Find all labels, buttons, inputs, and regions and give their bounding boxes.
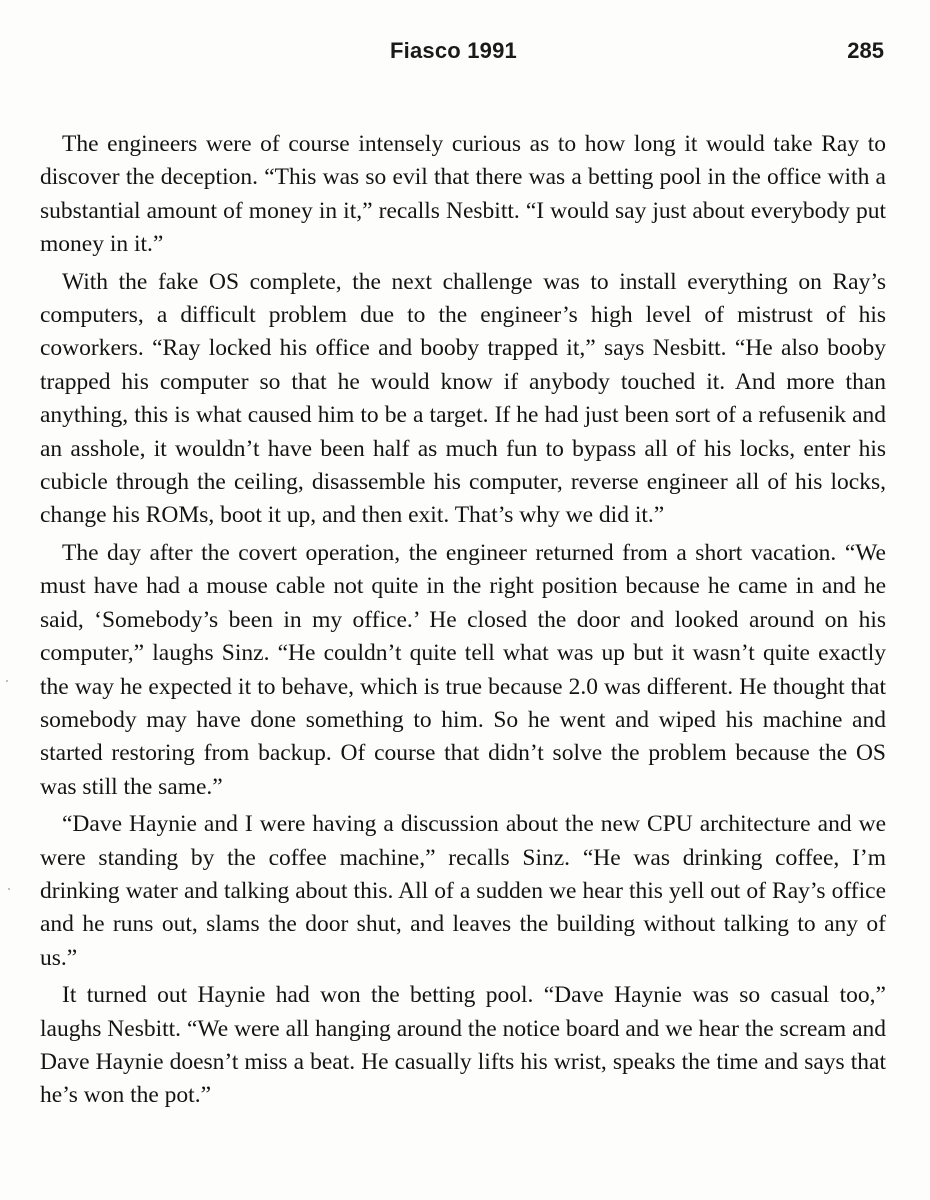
paragraph: It turned out Haynie had won the betting pool. “Dave Haynie was so casual too,” laughs Nesbitt. “We were all hanging around the notice board and we hear the scream and Dave Haynie doesn’t miss a beat. He casually lifts his wrist, speaks the time and says that he’s won the pot.”: [40, 982, 886, 1109]
scan-speck: [8, 888, 10, 890]
running-head: [390, 34, 884, 70]
body-text: [40, 128, 886, 1117]
paragraph: The day after the covert operation, the engineer returned from a short vacation. “We must have had a mouse cable not quite in the right position because he came in and he said, ‘Somebody’s been in my office.’ He closed the door and looked around on his computer,” laughs Sinz. “He couldn’t quite tell what was up but it wasn’t quite exactly the way he expected it to behave, which is true because 2.0 was different. He thought that somebody may have done something to him. So he went and wiped his machine and started restoring from backup. Of course that didn’t solve the problem because the OS was still the same.”: [40, 539, 886, 800]
running-title: Fiasco 1991: [390, 38, 517, 63]
paragraph: The engineers were of course intensely curious as to how long it would take Ray to discover the deception. “This was so evil that there was a betting pool in the office with a substantial amount of money in it,” recalls Nesbitt. “I would say just about everybody put money in it.”: [40, 131, 886, 258]
paragraph: “Dave Haynie and I were having a discussion about the new CPU architecture and we were standing by the coffee machine,” recalls Sinz. “He was drinking coffee, I’m drinking water and talking about this. All of a sudden we hear this yell out of Ray’s office and he runs out, slams the door shut, and leaves the building without talking to any of us.”: [40, 811, 886, 971]
paragraph: With the fake OS complete, the next challenge was to install everything on Ray’s computers, a difficult problem due to the engineer’s high level of mistrust of his coworkers. “Ray locked his office and booby trapped it,” says Nesbitt. “He also booby trapped his computer so that he would know if anybody touched it. And more than anything, this is what caused him to be a target. If he had just been sort of a refusenik and an asshole, it wouldn’t have been half as much fun to bypass all of his locks, enter his cubicle through the ceiling, disassemble his computer, reverse engineer all of his locks, change his ROMs, boot it up, and then exit. That’s why we did it.”: [40, 268, 886, 529]
scan-speck: [6, 680, 8, 682]
page-number: 285: [847, 38, 884, 63]
